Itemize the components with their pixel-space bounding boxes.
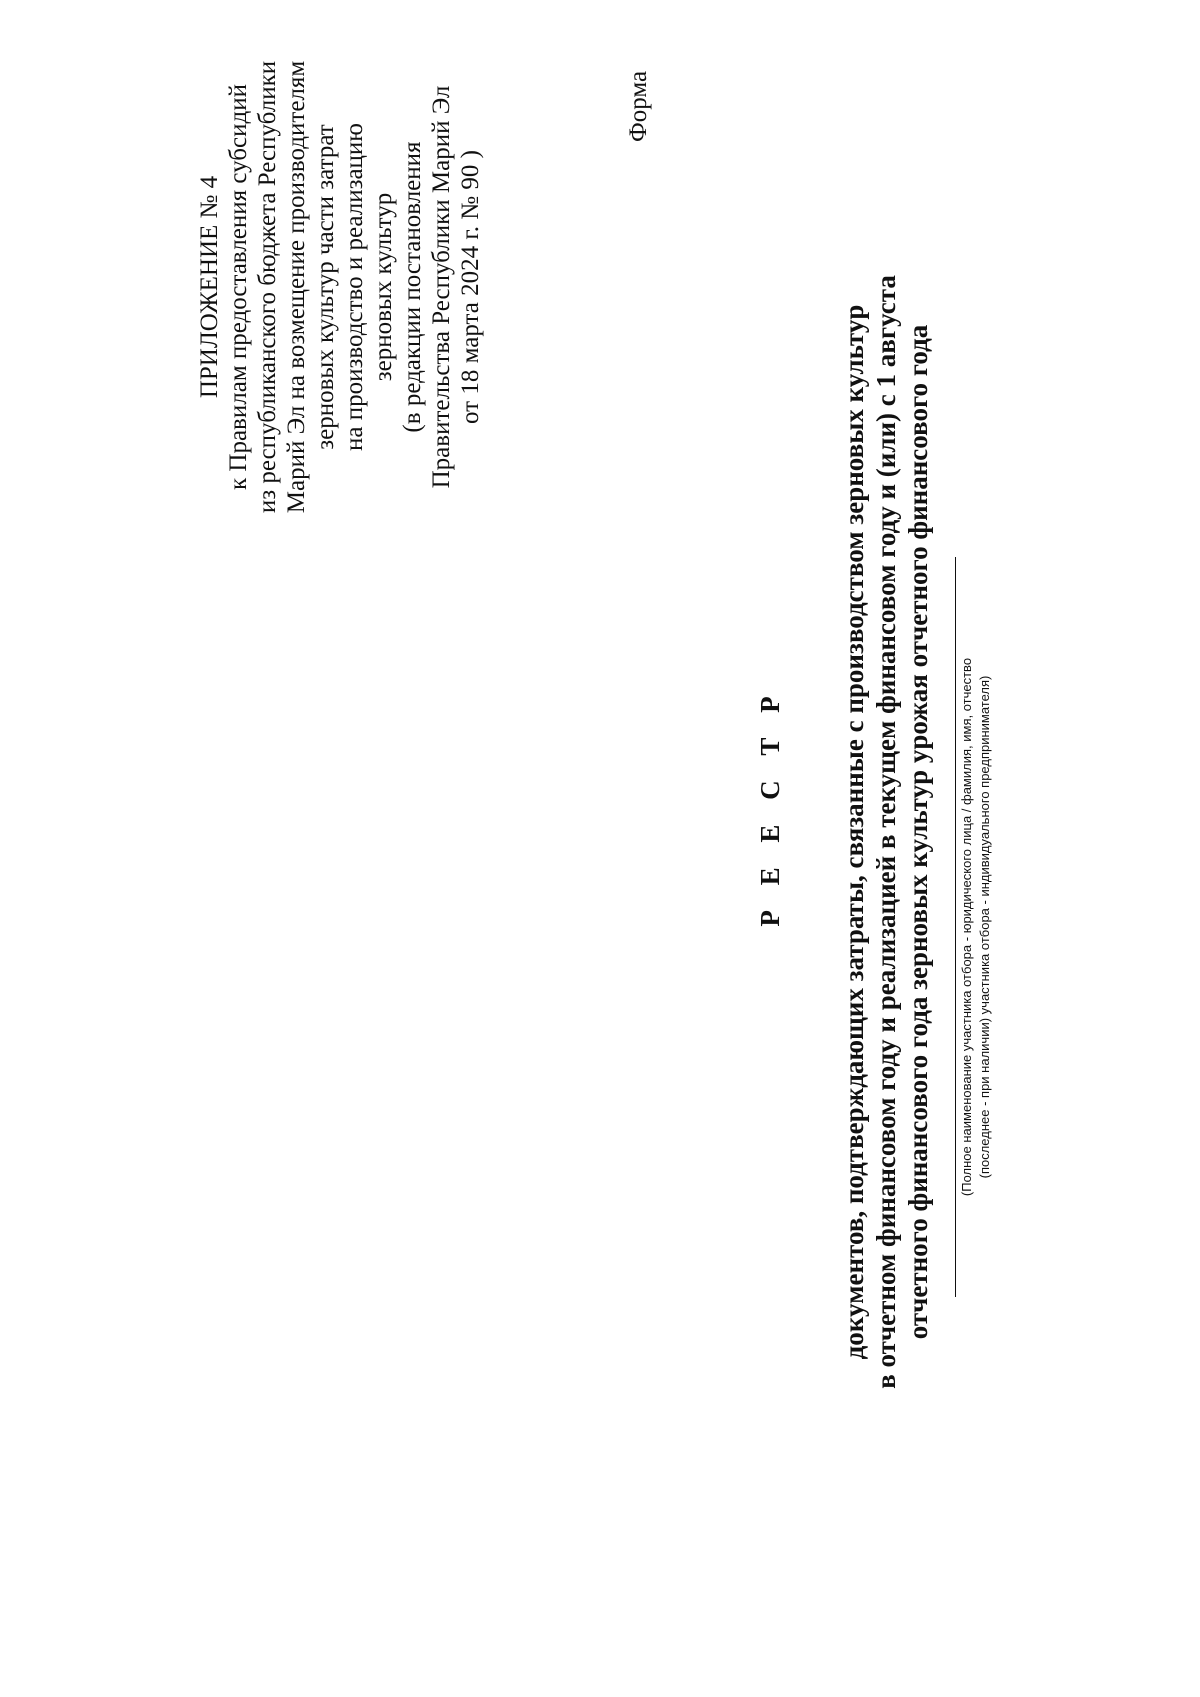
appendix-line: к Правилам предоставления субсидий	[225, 84, 252, 490]
appendix-line: на производство и реализацию	[341, 123, 368, 452]
participant-caption	[958, 557, 994, 1297]
document-title: Р Е Е С Т Р	[755, 687, 785, 927]
subtitle-line: документов, подтверждающих затраты, связанные с производством зерновых культур	[839, 304, 869, 1360]
appendix-line: ПРИЛОЖЕНИЕ № 4	[196, 175, 223, 399]
appendix-line: из республиканского бюджета Республики	[254, 60, 281, 514]
caption-line: (последнее - при наличии) участника отбора - индивидуального предпринимателя)	[977, 675, 992, 1179]
subtitle-line: отчетного финансового года зерновых культур урожая отчетного финансового года	[903, 324, 933, 1340]
appendix-line: от 18 марта 2024 г. № 90 )	[457, 150, 484, 424]
appendix-line: Марий Эл на возмещение производителям	[283, 60, 310, 514]
appendix-line: (в редакции постановления	[399, 141, 426, 433]
appendix-line: Правительства Республики Марий Эл	[428, 85, 455, 489]
caption-line: (Полное наименование участника отбора - юридического лица / фамилия, имя, отчество	[959, 657, 974, 1197]
subtitle-line: в отчетном финансовом году и реализацией в текущем финансовом году и (или) с 1 августа	[871, 275, 901, 1389]
appendix-block	[195, 27, 485, 547]
participant-name-line	[955, 557, 956, 1297]
document-subtitle	[838, 202, 934, 1462]
form-label: Форма	[625, 70, 652, 142]
appendix-line: зерновых культур части затрат	[312, 124, 339, 450]
appendix-line: зерновых культур	[370, 192, 397, 382]
